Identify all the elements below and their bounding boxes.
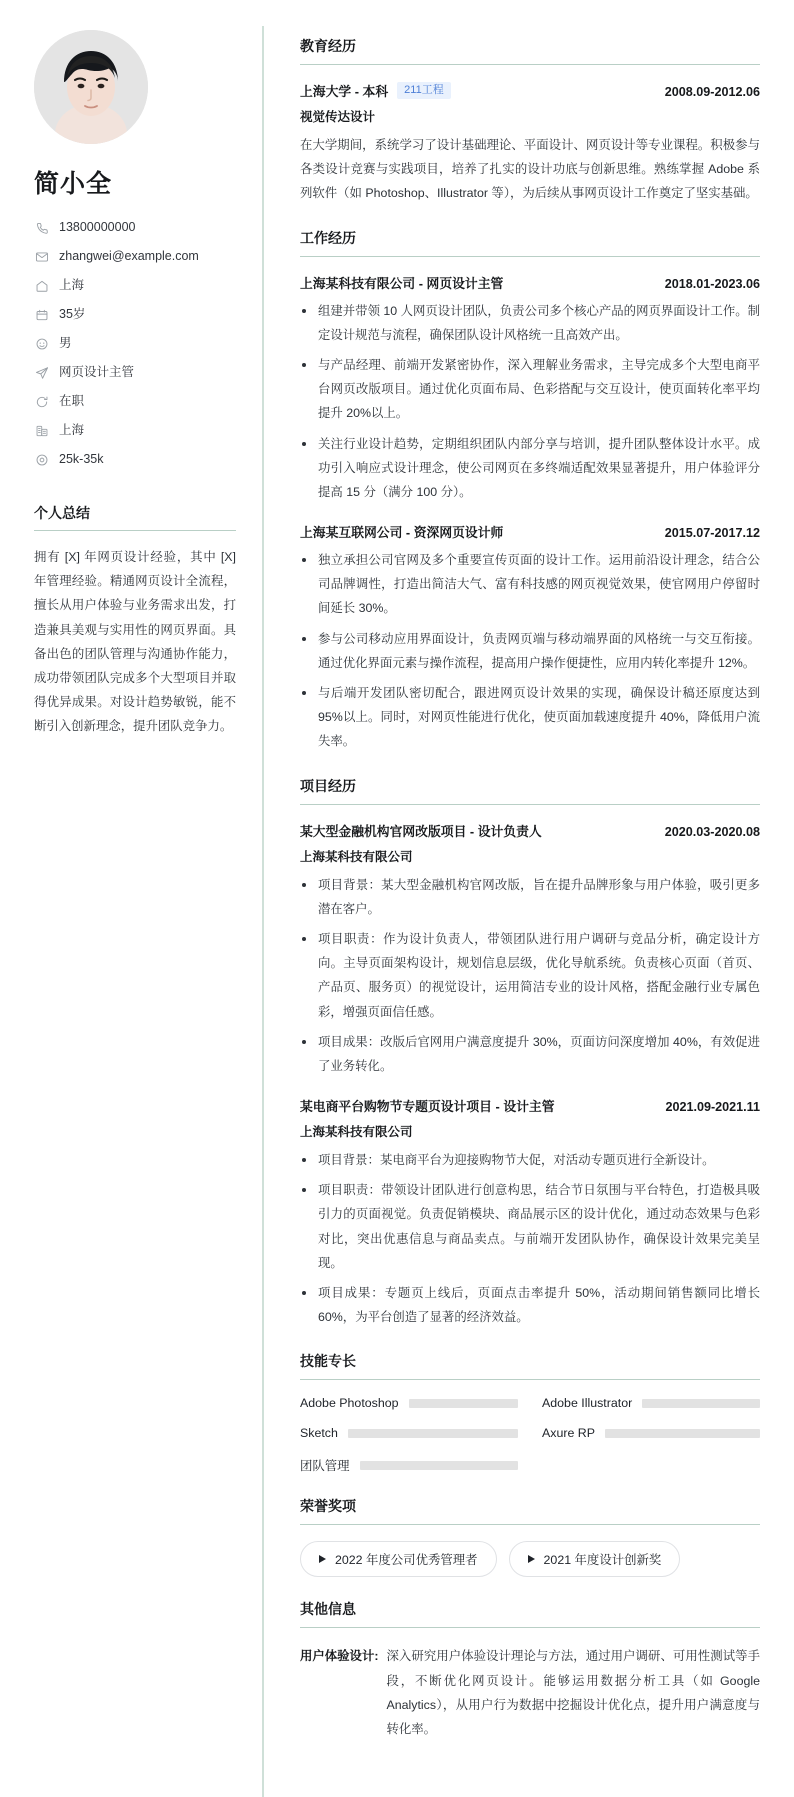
contact-item-gender — [34, 336, 236, 351]
refresh-icon — [34, 394, 49, 409]
list-item: 与产品经理、前端开发紧密协作，深入理解业务需求，主导完成多个大型电商平台网页改版项目。通过优化页面布局、色彩搭配与交互设计，使页面转化率平均提升 20%以上。 — [300, 353, 760, 426]
work-entry — [300, 522, 760, 754]
list-item: 关注行业设计趋势，定期组织团队内部分享与培训，提升团队整体设计水平。成功引入响应式设计理念，使公司网页在多终端适配效果显著提升，用户体验评分提高 15 分（满分 100 分）。 — [300, 432, 760, 505]
list-item: 项目成果：改版后官网用户满意度提升 30%，页面访问深度增加 40%，有效促进了业务转化。 — [300, 1030, 760, 1078]
list-item: 独立承担公司官网及多个重要宣传页面的设计工作。运用前沿设计理念，结合公司品牌调性，打造出简洁大气、富有科技感的网页视觉效果，使官网用户停留时间延长 30%。 — [300, 548, 760, 621]
work-position: 上海某科技有限公司 - 网页设计主管 — [300, 275, 504, 291]
summary-section — [34, 503, 236, 739]
list-item: 项目背景：某大型金融机构官网改版，旨在提升品牌形象与用户体验，吸引更多潜在客户。 — [300, 873, 760, 921]
education-section — [300, 36, 760, 206]
list-item: 项目成果：专题页上线后，页面点击率提升 50%，活动期间销售额同比增长 60%，为平台创造了显著的经济效益。 — [300, 1281, 760, 1329]
skill-label: Sketch — [300, 1426, 338, 1441]
main-content — [264, 0, 794, 1797]
envelope-icon — [34, 249, 49, 264]
award-badge[interactable] — [300, 1541, 497, 1577]
skill-progress-track — [642, 1399, 760, 1408]
gender-icon — [34, 336, 49, 351]
skill-progress-track — [348, 1429, 518, 1438]
project-date: 2020.03-2020.08 — [664, 824, 760, 839]
project-entry — [300, 1096, 760, 1329]
contact-value: 男 — [59, 336, 72, 350]
work-section — [300, 228, 760, 754]
contact-item-status — [34, 394, 236, 409]
education-description: 在大学期间，系统学习了设计基础理论、平面设计、网页设计等专业课程。积极参与各类设计竞赛与实践项目，培养了扎实的设计功底与创新思维。熟练掌握 Adobe 系列软件（如 Photoshop、Illustrator 等），为后续从事网页设计工作奠定了坚实基础。 — [300, 138, 760, 201]
project-date: 2021.09-2021.11 — [665, 1100, 760, 1115]
list-item: 项目职责：带领设计团队进行创意构思，结合节日氛围与平台特色，打造极具吸引力的页面视觉。负责促销模块、商品展示区的设计优化，通过动态效果与色彩对比，突出优惠信息与商品卖点。与前端开发团队协作，确保设计效果完美呈现。 — [300, 1178, 760, 1275]
work-date: 2015.07-2017.12 — [664, 526, 760, 541]
work-bullets — [300, 548, 760, 754]
avatar — [34, 30, 148, 144]
contact-value: 网页设计主管 — [59, 365, 135, 379]
avatar-wrap — [34, 30, 236, 144]
summary-text: 拥有 [X] 年网页设计经验，其中 [X] 年管理经验。精通网页设计全流程，擅长从用户体验与业务需求出发，打造兼具美观与实用性的网页界面。具备出色的团队管理与沟通协作能力，成功带领团队完成多个大型项目并取得优异成果。对设计趋势敏锐，能不断引入创新理念，提升团队竞争力。 — [34, 550, 236, 734]
contact-value: zhangwei@example.com — [59, 249, 199, 263]
other-row — [300, 1644, 760, 1741]
sidebar — [0, 0, 262, 1797]
entry-head — [300, 81, 760, 100]
portrait-photo-icon — [34, 30, 148, 144]
skill-progress-track — [605, 1429, 760, 1438]
other-section — [300, 1599, 760, 1741]
skill-label: Adobe Photoshop — [300, 1396, 399, 1411]
project-name: 某电商平台购物节专题页设计项目 - 设计主管 — [300, 1099, 555, 1115]
page-title: 简小全 — [34, 170, 113, 198]
contact-value: 上海 — [59, 278, 85, 292]
contact-item-location — [34, 423, 236, 438]
other-value: 深入研究用户体验设计理论与方法，通过用户调研、可用性测试等手段，不断优化网页设计。能够运用数据分析工具（如 Google Analytics），从用户行为数据中挖掘设计优化点，提升用户满意度与转化率。 — [386, 1649, 760, 1736]
contact-item-phone — [34, 220, 236, 235]
contact-value: 上海 — [59, 423, 85, 437]
list-item: 项目职责：作为设计负责人，带领团队进行用户调研与竞品分析，确定设计方向。主导页面架构设计，规划信息层级，优化导航系统。负责核心页面（首页、产品页、服务页）的视觉设计，运用简洁专业的设计风格，搭配金融行业专属色彩，增强页面信任感。 — [300, 927, 760, 1024]
award-label: 2021 年度设计创新奖 — [543, 1553, 662, 1568]
work-bullets — [300, 299, 760, 505]
entry-head — [300, 522, 760, 541]
contact-value: 13800000000 — [59, 220, 136, 234]
contact-item-age — [34, 307, 236, 322]
list-item: 组建并带领 10 人网页设计团队，负责公司多个核心产品的网页界面设计工作。制定设计规范与流程，确保团队设计风格统一且高效产出。 — [300, 299, 760, 347]
contact-value: 在职 — [59, 394, 85, 408]
list-item: 项目背景：某电商平台为迎接购物节大促，对活动专题页进行全新设计。 — [300, 1148, 760, 1172]
contact-item-email — [34, 249, 236, 264]
contact-item-job-title — [34, 365, 236, 380]
home-icon — [34, 278, 49, 293]
contact-item-city — [34, 278, 236, 293]
skill-progress-track — [360, 1461, 518, 1470]
project-company: 上海某科技有限公司 — [300, 1125, 413, 1140]
calendar-icon — [34, 307, 49, 322]
awards-list — [300, 1541, 760, 1577]
award-label: 2022 年度公司优秀管理者 — [335, 1553, 478, 1568]
project-bullets — [300, 1148, 760, 1329]
skill-row — [300, 1426, 518, 1440]
skill-progress-track — [409, 1399, 518, 1408]
contact-item-salary — [34, 452, 236, 467]
projects-section — [300, 776, 760, 1330]
skills-grid — [300, 1396, 760, 1474]
coin-icon — [34, 452, 49, 467]
work-position: 上海某互联网公司 - 资深网页设计师 — [300, 525, 504, 541]
other-label: 用户体验设计: — [300, 1649, 379, 1664]
triangle-right-icon — [319, 1555, 326, 1563]
entry-head — [300, 821, 760, 840]
work-date: 2018.01-2023.06 — [664, 276, 760, 291]
education-entry — [300, 81, 760, 206]
education-date: 2008.09-2012.06 — [664, 85, 760, 99]
skill-row — [542, 1426, 760, 1440]
project-bullets — [300, 873, 760, 1079]
education-school: 上海大学 - 本科 — [300, 84, 389, 99]
list-item: 与后端开发团队密切配合，跟进网页设计效果的实现，确保设计稿还原度达到 95%以上。同时，对网页性能进行优化，使页面加载速度提升 40%，降低用户流失率。 — [300, 681, 760, 754]
entry-head — [300, 273, 760, 292]
section-title-skills: 技能专长 — [300, 1351, 760, 1380]
section-title-education: 教育经历 — [300, 36, 760, 65]
award-badge[interactable] — [509, 1541, 681, 1577]
building-icon — [34, 423, 49, 438]
skill-label: Axure RP — [542, 1426, 596, 1441]
project-entry — [300, 821, 760, 1079]
education-school-row — [300, 81, 451, 100]
contact-list — [34, 220, 236, 467]
section-title-projects: 项目经历 — [300, 776, 760, 805]
list-item: 参与公司移动应用界面设计，负责网页端与移动端界面的风格统一与交互衔接。通过优化界面元素与操作流程，提高用户操作便捷性，应用内转化率提升 12%。 — [300, 627, 760, 675]
contact-value: 35岁 — [59, 307, 86, 321]
triangle-right-icon — [528, 1555, 535, 1563]
section-title-work: 工作经历 — [300, 228, 760, 257]
skill-row — [300, 1456, 518, 1474]
skills-section — [300, 1351, 760, 1474]
skill-row — [542, 1396, 760, 1410]
status-badge: 211工程 — [397, 82, 451, 100]
education-major: 视觉传达设计 — [300, 110, 376, 124]
skill-label: Adobe Illustrator — [542, 1396, 633, 1411]
project-name: 某大型金融机构官网改版项目 - 设计负责人 — [300, 823, 542, 839]
skill-label: 团队管理 — [300, 1459, 350, 1474]
paper-plane-icon — [34, 365, 49, 380]
work-entry — [300, 273, 760, 505]
project-company: 上海某科技有限公司 — [300, 849, 413, 864]
phone-icon — [34, 220, 49, 235]
section-title-other: 其他信息 — [300, 1599, 760, 1628]
entry-head — [300, 1096, 760, 1115]
section-title-awards: 荣誉奖项 — [300, 1496, 760, 1525]
skill-row — [300, 1396, 518, 1410]
summary-title: 个人总结 — [34, 503, 236, 531]
awards-section — [300, 1496, 760, 1577]
contact-value: 25k-35k — [59, 452, 104, 466]
